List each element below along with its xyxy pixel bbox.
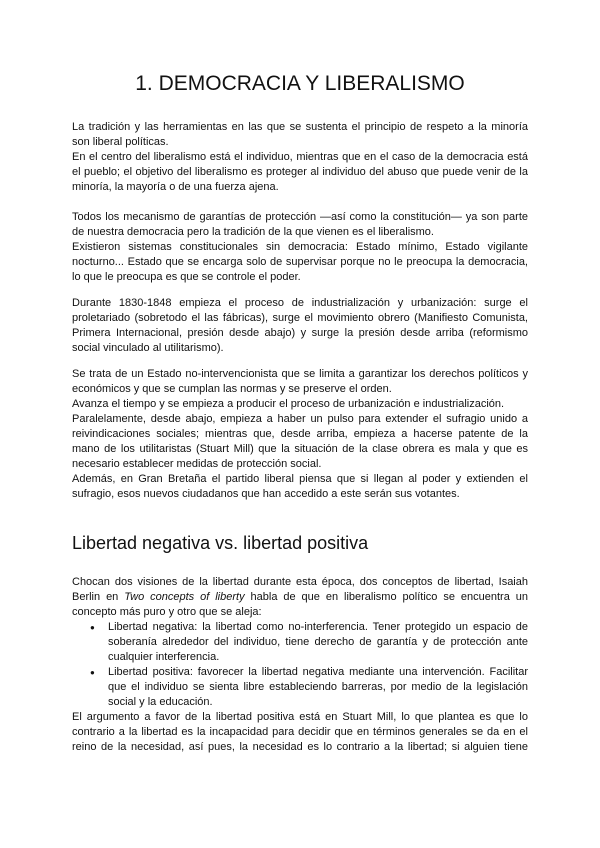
paragraph [72, 150, 528, 195]
text-line: Existieron sistemas constitucionales sin democracia: Estado mínimo, Estado vigilante [72, 241, 528, 253]
text-line: lo que le preocupa es que se controle el poder. [72, 271, 301, 283]
text-line: que el individuo se sienta libre estableciendo barreras, por medio de la legislación [108, 681, 528, 693]
text-line: contrario a la libertad es la incapacidad para decidir que en términos generales se da en el [72, 726, 528, 738]
text-line: Además, en Gran Bretaña el partido liberal piensa que si llegan al poder y extienden el [72, 473, 528, 485]
text-line: Libertad negativa: la libertad como no-interferencia. Tener protegido un espacio de [108, 621, 528, 633]
intro-paragraph [72, 575, 528, 620]
paragraph [72, 296, 528, 356]
text-line: proletariado (sobretodo el las fábricas), surge el movimiento obrero (Manifiesto Comunista, [72, 312, 528, 324]
closing-paragraph [72, 710, 528, 755]
text-span: Berlin en [72, 591, 125, 603]
text-line: En el centro del liberalismo está el individuo, mientras que en el caso de la democracia está [72, 151, 528, 163]
text-line: de nuestra democracia pero la tradición de la que vienen es el liberalismo. [72, 226, 434, 238]
text-line: nocturno... Estado que se encarga solo de supervisar porque no le preocupa la democracia, [72, 256, 528, 268]
book-title: Two concepts of liberty [124, 591, 245, 603]
text-line: Durante 1830-1848 empieza el proceso de industrialización y urbanización: surge el [72, 297, 528, 309]
bullet-list [72, 620, 528, 710]
text-line: reivindicaciones sociales; mientras que, desde arriba, empieza a hacerse patente de la [72, 428, 528, 440]
text-line: minoría, la mayoría o de una fuerza ajena. [72, 181, 279, 193]
paragraph [72, 240, 528, 285]
paragraph [72, 210, 528, 240]
text-line: el pueblo; el objetivo del liberalismo es proteger al individuo del abuso que puede venir de la [72, 166, 528, 178]
text-line: Libertad positiva: favorecer la libertad negativa mediante una intervención. Facilitar [108, 666, 528, 678]
text-line: sufragio, esos nuevos ciudadanos que han accedido a este serán sus votantes. [72, 488, 460, 500]
paragraph [72, 120, 528, 150]
text-line: La tradición y las herramientas en las que se sustenta el principio de respeto a la minoría [72, 121, 528, 133]
list-item [72, 665, 528, 710]
text-line: soberanía alrededor del individuo, tiene derecho de garantía y de protección ante [108, 636, 528, 648]
text-line: concepto más puro y otro que se aleja: [72, 606, 262, 618]
text-line: El argumento a favor de la libertad positiva está en Stuart Mill, lo que plantea es que lo [72, 711, 528, 723]
text-line: necesario establecer medidas de protección social. [72, 458, 322, 470]
page-title: 1. DEMOCRACIA Y LIBERALISMO [135, 72, 465, 95]
text-line [72, 590, 528, 605]
paragraph [72, 412, 528, 472]
paragraph [72, 367, 528, 397]
text-line: reino de la necesidad, así pues, la necesidad es lo contrario a la libertad; si alguien tiene [72, 741, 528, 753]
text-line: económicos y que se cumplan las normas y se preserve el orden. [72, 383, 392, 395]
text-line: son liberal políticas. [72, 136, 169, 148]
text-line: mano de los utilitaristas (Stuart Mill) que la situación de la clase obrera es mala y que es [72, 443, 528, 455]
paragraph [72, 472, 528, 502]
text-line: Paralelamente, desde abajo, empieza a haber un pulso para extender el sufragio unido a [72, 413, 528, 425]
bullet-icon: ● [90, 668, 95, 677]
text-line: social y la educación. [108, 696, 213, 708]
text-line: cualquier interferencia. [108, 651, 220, 663]
bullet-icon: ● [90, 623, 95, 632]
section-heading: Libertad negativa vs. libertad positiva [72, 533, 369, 553]
text-line: Avanza el tiempo y se empieza a producir el proceso de urbanización e industrialización. [72, 398, 505, 410]
text-line: Todos los mecanismo de garantías de protección —así como la constitución— ya son parte [72, 211, 528, 223]
text-line: Primera Internacional, presión desde abajo) y surge la presión desde arriba (reformismo [72, 327, 528, 339]
paragraph [72, 397, 528, 412]
text-line: Chocan dos visiones de la libertad durante esta época, dos conceptos de libertad, Isaiah [72, 576, 528, 588]
text-span: habla de que en liberalismo político se encuentra un [244, 591, 528, 603]
text-line: social vinculado al utilitarismo). [72, 342, 224, 354]
text-line: Se trata de un Estado no-intervencionista que se limita a garantizar los derechos políticos y [72, 368, 528, 380]
list-item [72, 620, 528, 665]
